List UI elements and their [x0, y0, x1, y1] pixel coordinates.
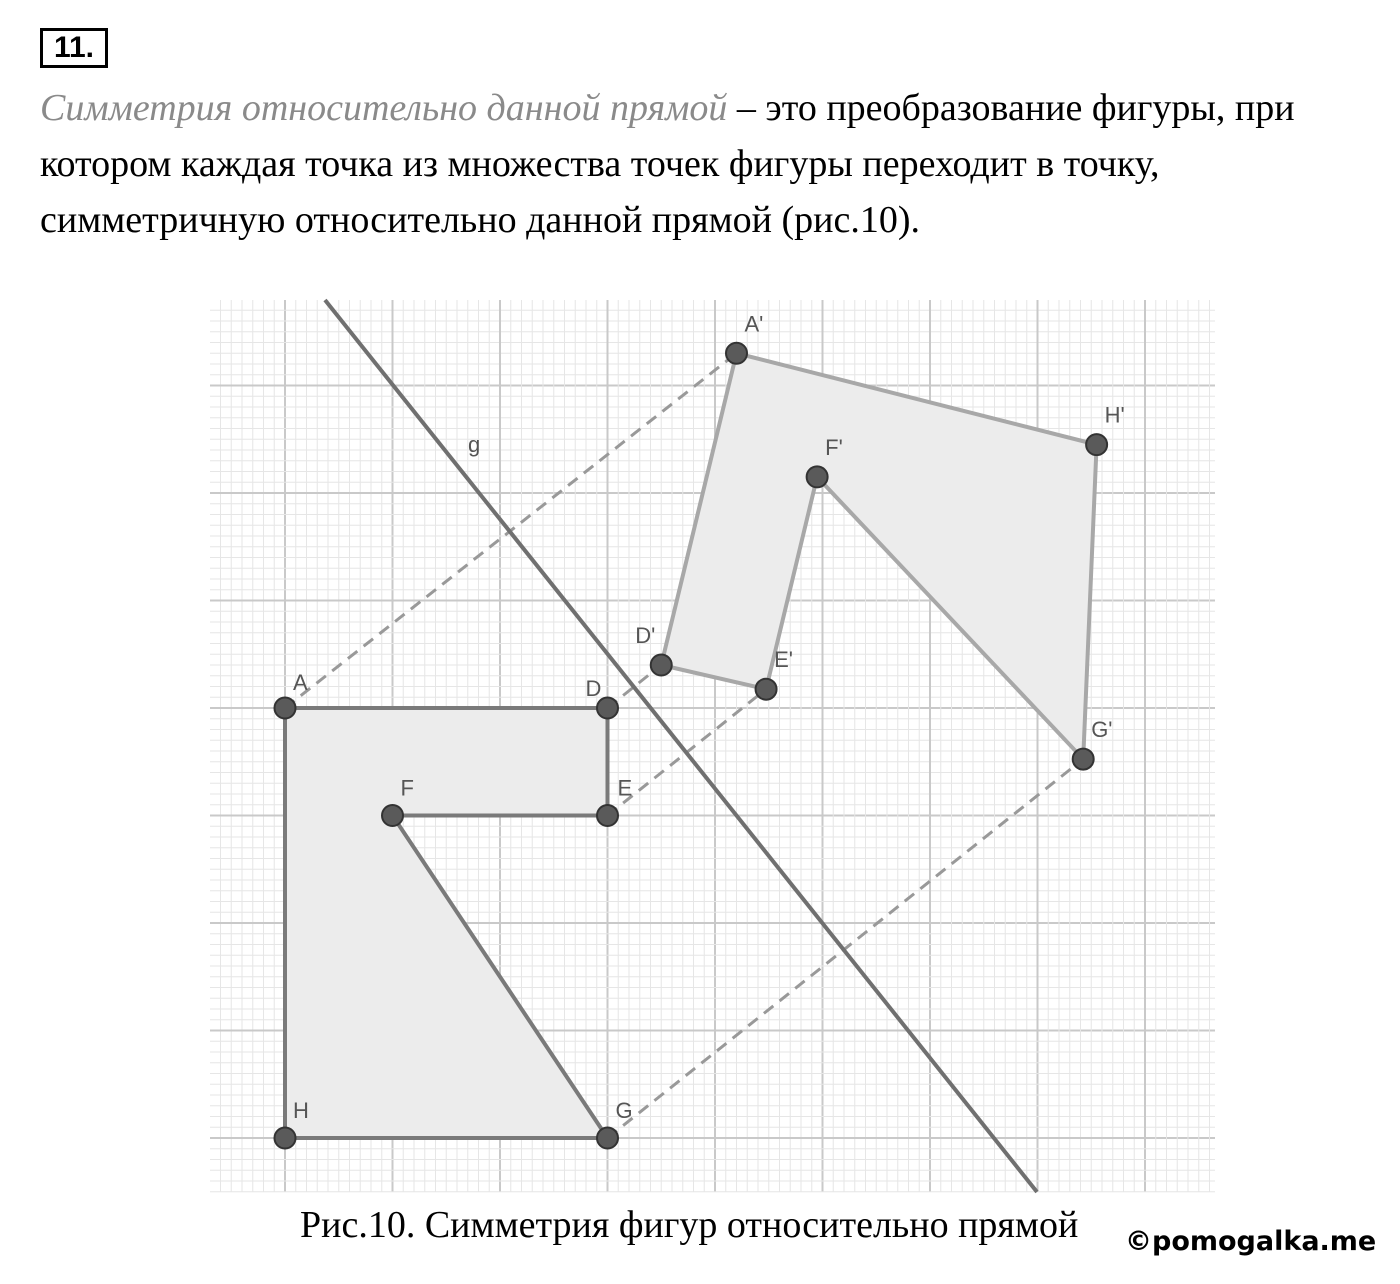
point-f-prime: [807, 466, 828, 487]
image-figure: [661, 353, 1096, 759]
point-g-prime: [1073, 749, 1094, 770]
point-a: [275, 698, 296, 719]
point-e: [597, 805, 618, 826]
point-label-e-prime: E': [774, 647, 793, 673]
point-label-d: D: [585, 676, 602, 701]
definition-line3: симметричную относительно данной прямой (рис.10).: [40, 199, 921, 241]
point-h: [275, 1128, 296, 1149]
line-label-g: g: [468, 432, 481, 457]
point-label-a: A: [293, 670, 308, 695]
point-label-a-prime: A': [744, 311, 764, 337]
definition-term: Симметрия относительно данной прямой: [40, 87, 728, 129]
point-label-d-prime: D': [635, 623, 656, 648]
point-label-g-prime: G': [1091, 717, 1113, 743]
watermark: ©pomogalka.me: [1125, 1226, 1377, 1257]
point-d-prime: [651, 655, 672, 676]
point-label-g: G: [615, 1098, 633, 1123]
task-number: 11.: [40, 28, 108, 68]
point-label-e: E: [617, 775, 633, 801]
point-g: [597, 1128, 618, 1149]
point-f: [382, 805, 403, 826]
point-h-prime: [1086, 434, 1107, 455]
definition-line1: – это преобразование фигуры, при: [727, 87, 1295, 129]
point-label-h: H: [293, 1098, 309, 1123]
point-label-h-prime: H': [1104, 402, 1125, 428]
point-label-f: F: [400, 775, 414, 801]
point-a-prime: [726, 343, 747, 364]
definition-line2: котором каждая точка из множества точек фигуры переходит в точку,: [40, 143, 1160, 185]
point-e-prime: [756, 679, 777, 700]
point-label-f-prime: F': [825, 434, 843, 460]
figure-caption: Рис.10. Симметрия фигур относительно прямой: [300, 1204, 1079, 1246]
